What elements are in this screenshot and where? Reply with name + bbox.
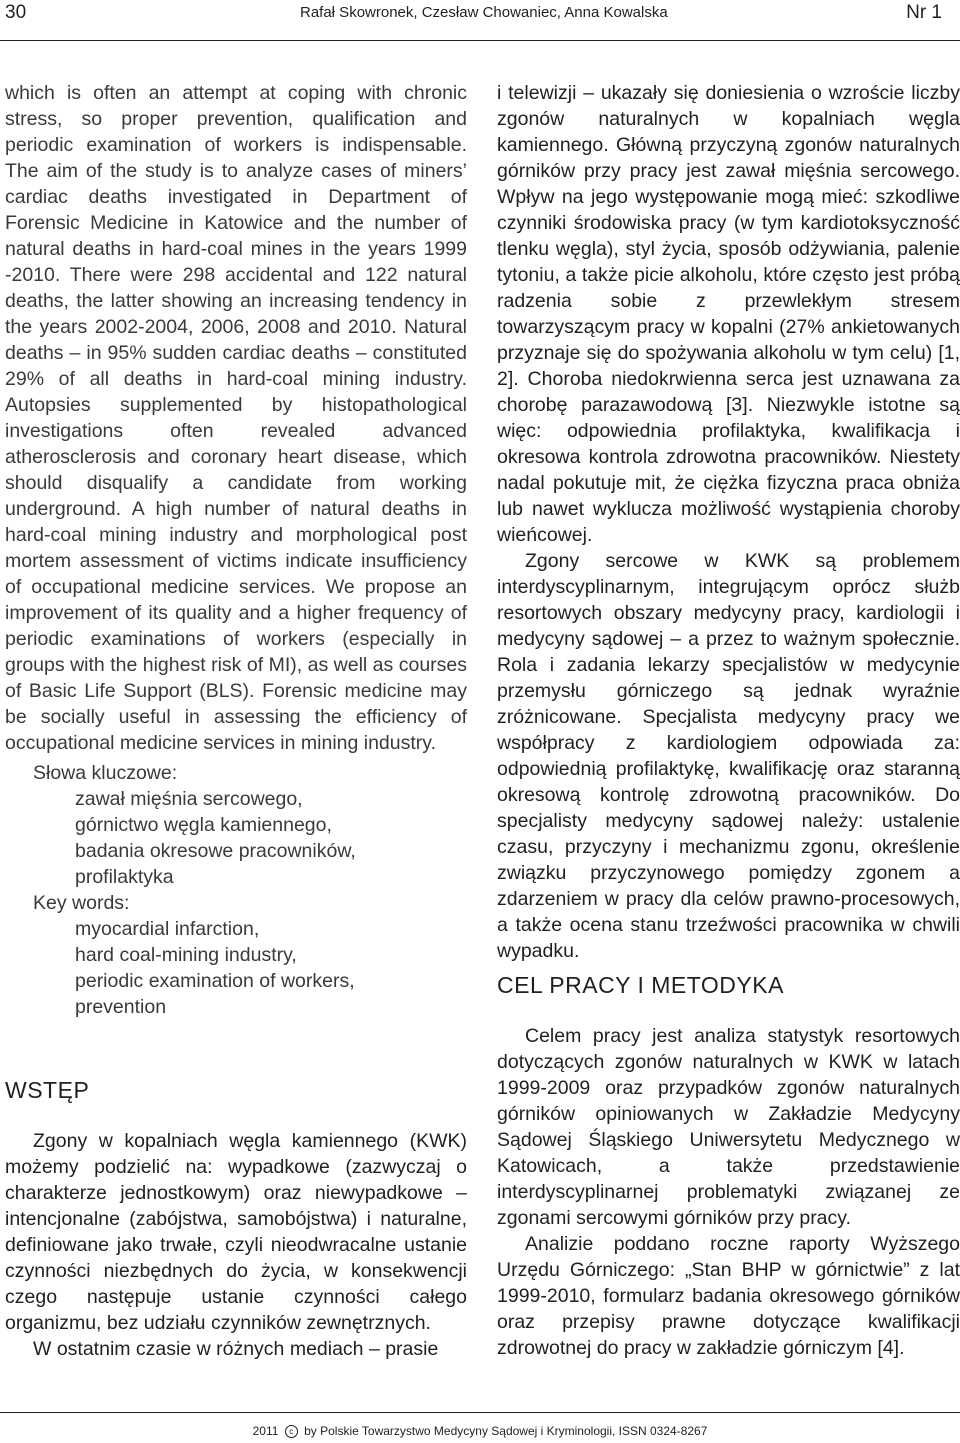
- header-rule: [0, 40, 960, 41]
- keyword-pl: zawał mięśnia sercowego,: [75, 788, 303, 810]
- footer-rule: [0, 1412, 960, 1413]
- running-authors: Rafał Skowronek, Czesław Chowaniec, Anna Kowalska: [300, 4, 668, 21]
- body-paragraph: i telewizji – ukazały się doniesienia o wzroście liczby zgonów naturalnych w kopalniach węgla kamiennego. Główną przyczyną zgonów naturalnych górników przy pracy jest zawał mięśnia sercowego. Wpływ na jego występowanie mogą mieć: szkodliwe czynniki środowiska pracy (w tym kardiotoksyczność tlenku węgla), styl życia, sposób odżywiania, palenie tytoniu, a także picie alkoholu, które często jest próbą radzenia sobie z przewlekłym stresem towarzyszącym pracy w kopalni (27% ankietowanych przyznaje się do spożywania alkoholu w tym celu) [1, 2]. Choroba niedokrwienna serca jest uznawana za chorobę parazawodową [3]. Niezwykle istotne są więc: odpowiednia profilaktyka, kwalifikacja i okresowa kontrola zdrowotna pracowników. Niestety nadal pokutuje mit, że ciężka fizyczna praca obniża lub nawet wyklucza możliwość wystąpienia choroby wieńcowej.: [497, 82, 960, 546]
- english-abstract: [5, 80, 467, 756]
- issue-number: Nr 1: [906, 2, 942, 23]
- body-paragraph: Zgony sercowe w KWK są problemem interdyscyplinarnym, integrującym oprócz służb resortowych obszary medycyny pracy, kardiologii i medycyny sądowej – a przez to ważnym społecznie. Rola i zadania lekarzy specjalistów w medycynie przemysłu górniczego są jednak wyraźnie zróżnicowane. Specjalista medycyny pracy we współpracy z kardiologiem odpowiada za: odpowiednią profilaktykę, kwalifikację oraz staranną okresową kontrolę zdrowotną pracowników. Do specjalisty medycyny sądowej należy: ustalenie czasu, przyczyny i mechanizmu zgonu, określenie związku przyczynowego pomiędzy zgonem a zdarzeniem w pracy dla celów prawno-procesowych, a także ocena stanu trzeźwości pracownika w chwili wypadku.: [497, 550, 960, 962]
- cel-section-body: [497, 1023, 960, 1361]
- keywords-block: [33, 760, 356, 1020]
- section-heading-cel-pracy: CEL PRACY I METODYKA: [497, 972, 784, 998]
- footer-year: 2011: [252, 1424, 279, 1438]
- keyword-en: prevention: [75, 996, 167, 1018]
- body-paragraph: W ostatnim czasie w różnych mediach – prasie: [33, 1338, 439, 1360]
- keywords-en-heading: Key words:: [33, 892, 130, 914]
- abstract-text: which is often an attempt at coping with chronic stress, so proper prevention, qualification and periodic examination of workers is indispensable. The aim of the study is to analyze cases of miners’ cardiac deaths investigated in Department of Forensic Medicine in Katowice and the number of natural deaths in hard-coal mines in the years 1999 -2010. There were 298 accidental and 122 natural deaths, the latter showing an increasing tendency in the years 2002-2004, 2006, 2008 and 2010. Natural deaths – in 95% sudden cardiac deaths – constituted 29% of all deaths in hard-coal mining industry. Autopsies supplemented by histopathological investigations often revealed advanced atherosclerosis and coronary heart disease, which should disqualify a candidate from working underground. A high number of natural deaths in hard-coal mining industry and morphological post mortem assessment of victims indicate insufficiency of occupational medicine services. We propose an improvement of its quality and a higher frequency of periodic examinations of workers (especially in groups with the highest risk of MI), as well as courses of Basic Life Support (BLS). Forensic medicine may be socially useful in assessing the efficiency of occupational medicine services in mining industry.: [5, 82, 467, 754]
- body-paragraph: Analizie poddano roczne raporty Wyższego Urzędu Górniczego: „Stan BHP w górnictwie” z lat 1999-2010, formularz badania okresowego górników oraz przepisy prawne dotyczące kwalifikacji zdrowotnej do pracy w zakładzie górniczym [4].: [497, 1233, 960, 1359]
- body-paragraph: Celem pracy jest analiza statystyk resortowych dotyczących zgonów naturalnych w KWK w latach 1999-2009 oraz przypadków zgonów naturalnych górników opiniowanych w Zakładzie Medycyny Sądowej Śląskiego Uniwersytetu Medycznego w Katowicach, a także przedstawienie interdyscyplinarnej problematyki związanej ze zgonami sercowymi górników przy pracy.: [497, 1025, 960, 1229]
- keyword-en: periodic examination of workers,: [75, 970, 355, 992]
- keywords-pl-heading: Słowa kluczowe:: [33, 762, 178, 784]
- keyword-pl: górnictwo węgla kamiennego,: [75, 814, 332, 836]
- keyword-pl: badania okresowe pracowników,: [75, 840, 356, 862]
- body-paragraph: Zgony w kopalniach węgla kamiennego (KWK) możemy podzielić na: wypadkowe (zazwyczaj o charakterze jednostkowym) oraz niewypadkowe – intencjonalne (zabójstwa, samobójstwa) i naturalne, definiowane jako trwałe, czyli nieodwracalne ustanie czynności niezbędnych do życia, w konsekwencji czego następuje ustanie czynności całego organizmu, bez udziału czynników zewnętrznych.: [5, 1130, 467, 1334]
- wstep-section-body: [5, 1128, 467, 1362]
- page-number: 30: [5, 2, 27, 23]
- copyright-icon: c: [285, 1425, 298, 1438]
- running-header: [0, 0, 960, 36]
- keyword-en: myocardial infarction,: [75, 918, 260, 940]
- right-column-text: [497, 80, 960, 964]
- footer-text: by Polskie Towarzystwo Medycyny Sądowej i Kryminologii, ISSN 0324-8267: [304, 1424, 708, 1438]
- keyword-pl: profilaktyka: [75, 866, 174, 888]
- footer: [0, 1424, 960, 1438]
- section-heading-wstep: WSTĘP: [5, 1077, 90, 1103]
- keyword-en: hard coal-mining industry,: [75, 944, 297, 966]
